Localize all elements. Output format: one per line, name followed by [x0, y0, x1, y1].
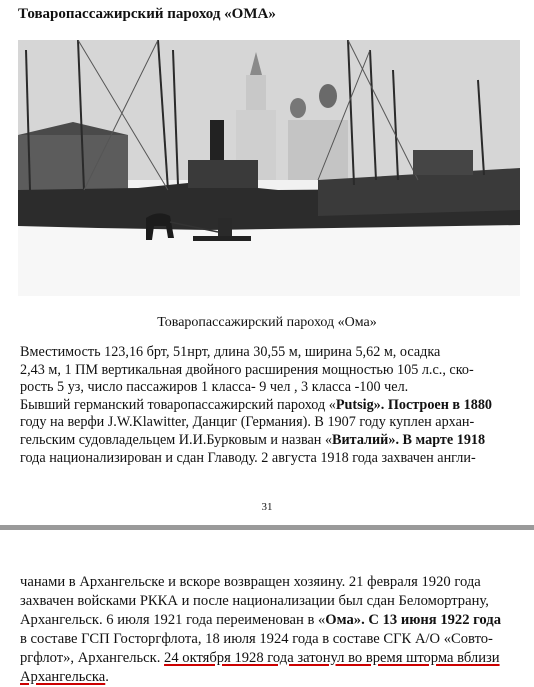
ship-name-oma: Ома	[325, 612, 354, 628]
text-line	[20, 611, 520, 630]
page-number: 31	[261, 501, 273, 513]
text-line: Вместимость 123,16 брт, 51нрт, длина 30,55 м, ширина 5,62 м, осадка	[20, 344, 441, 360]
text-fragment: ». В марте 1918	[388, 431, 486, 448]
text-line: в составе ГСП Госторгфлота, 18 июля 1924 года в составе СГК А/О «Совто-	[20, 631, 493, 647]
photo-caption: Товаропассажирский пароход «Ома»	[157, 315, 377, 330]
text-line	[20, 432, 520, 450]
highlighted-sinking-place: Архангельска	[20, 669, 106, 685]
text-line: чанами в Архангельске и вскоре возвращен хозяину. 21 февраля 1920 года	[20, 574, 481, 590]
paragraph-specs-history	[20, 344, 520, 467]
ship-name-putsig: Putsig	[335, 396, 374, 413]
ship-photo	[18, 40, 520, 296]
text-fragment: Бывший германский товаропассажирский пароход «	[20, 396, 336, 413]
highlighted-sinking-text: 24 октября 1928 года затонул во время шторма вблизи	[164, 650, 500, 666]
ship-name-vitaliy: Виталий	[332, 431, 389, 448]
text-line	[20, 668, 520, 687]
text-fragment: Архангельск. 6 июля 1921 года переименован в «	[20, 612, 326, 628]
text-line	[20, 397, 520, 415]
text-line	[20, 649, 520, 668]
text-fragment: ». Построен в 1880	[373, 396, 493, 413]
page-gap	[0, 530, 534, 574]
text-fragment: ». С 13 июня 1922 года	[353, 612, 501, 628]
text-line: захвачен войсками РККА и после национализации был сдан Беломортрану,	[20, 593, 489, 609]
text-line: рость 5 уз, число пассажиров 1 класса- 9 чел , 3 класса -100 чел.	[20, 379, 409, 396]
text-fragment: .	[105, 669, 109, 685]
text-line: году на верфи J.W.Klawitter, Данциг (Германия). В 1907 году куплен архан-	[20, 414, 475, 431]
text-line: 2,43 м, 1 ПМ вертикальная двойного расширения мощностью 105 л.с., ско-	[20, 361, 474, 378]
paragraph-continuation	[20, 573, 520, 687]
page-title: Товаропассажирский пароход «ОМА»	[18, 6, 276, 22]
text-fragment: ргфлот», Архангельск.	[20, 650, 165, 666]
text-fragment: гельским судовладельцем И.И.Бурковым и назван «	[20, 431, 333, 448]
text-line: года национализирован и сдан Главоду. 2 августа 1918 года захвачен англи-	[20, 449, 476, 466]
